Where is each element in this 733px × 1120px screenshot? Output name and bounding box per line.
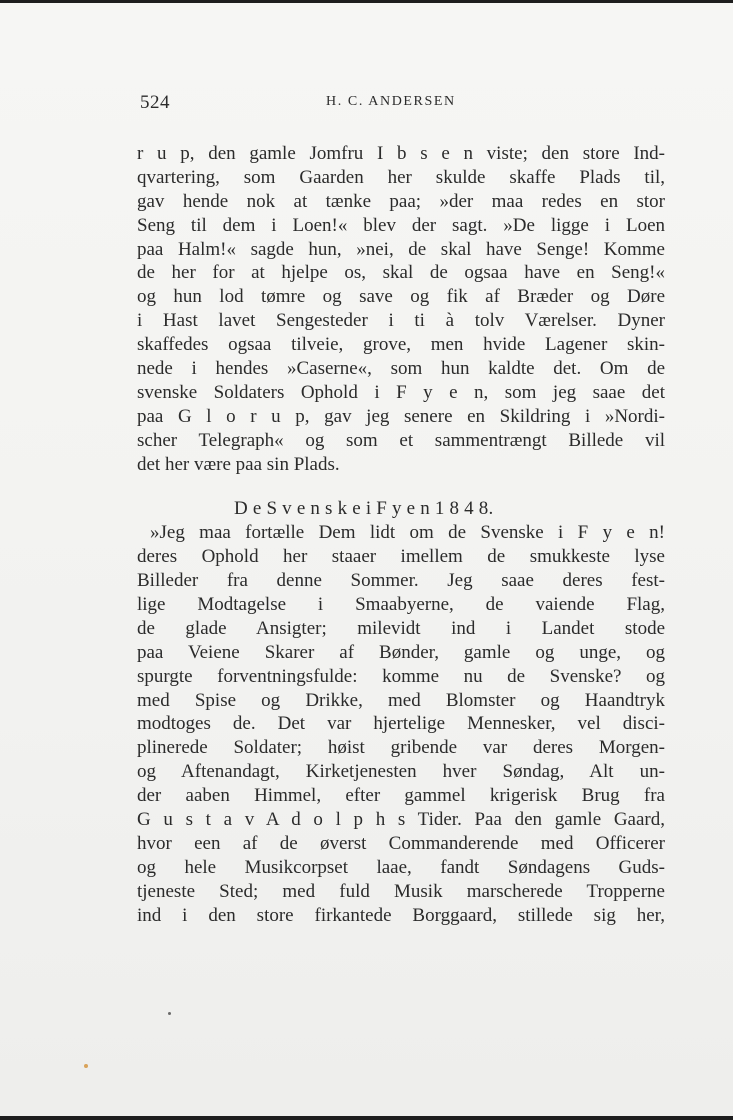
- text-line: de her for at hjelpe os, skal de ogsaa have en Seng!«: [137, 262, 665, 284]
- section-spacer: [137, 476, 665, 497]
- page-bottom-edge: [0, 1116, 733, 1120]
- text-line: paa Halm!« sagde hun, »nei, de skal have Senge! Komme: [137, 238, 665, 260]
- paragraph-2: [137, 521, 665, 927]
- text-line: tjeneste Sted; med fuld Musik marscherede Tropperne: [137, 880, 665, 902]
- text-line: lige Modtagelse i Smaabyerne, de vaiende Flag,: [137, 594, 665, 616]
- page-top-edge: [0, 0, 733, 3]
- stain-mark: [84, 1064, 88, 1068]
- page-header: [140, 92, 665, 116]
- speck-mark: [168, 1012, 171, 1015]
- text-line: plinerede Soldater; høist gribende var deres Morgen-: [137, 737, 665, 759]
- text-line: skaffedes ogsaa tilveie, grove, men hvide Lagener skin-: [137, 334, 665, 356]
- text-line: gav hende nok at tænke paa; »der maa redes en stor: [137, 190, 665, 212]
- text-line: det her være paa sin Plads.: [137, 453, 340, 475]
- text-line: deres Ophold her staaer imellem de smukkeste lyse: [137, 546, 665, 568]
- text-line: Seng til dem i Loen!« blev der sagt. »De ligge i Loen: [137, 214, 665, 236]
- text-line: i Hast lavet Sengesteder i ti à tolv Værelser. Dyner: [137, 310, 665, 332]
- text-line: qvartering, som Gaarden her skulde skaffe Plads til,: [137, 166, 665, 188]
- text-line: paa G l o r u p, gav jeg senere en Skildring i »Nordi-: [137, 405, 665, 427]
- running-head: H. C. ANDERSEN: [326, 94, 456, 109]
- text-line: scher Telegraph« og som et sammentrængt Billede vil: [137, 429, 665, 451]
- text-line: og Aftenandagt, Kirketjenesten hver Søndag, Alt un-: [137, 761, 665, 783]
- text-line: og hele Musikcorpset laae, fandt Søndagens Guds-: [137, 856, 665, 878]
- text-line: modtoges de. Det var hjertelige Mennesker, vel disci-: [137, 713, 665, 735]
- text-line: r u p, den gamle Jomfru I b s e n viste; den store Ind-: [137, 143, 665, 164]
- text-line: der aaben Himmel, efter gammel krigerisk Brug fra: [137, 785, 665, 807]
- text-line: paa Veiene Skarer af Bønder, gamle og unge, og: [137, 641, 665, 663]
- text-line: »Jeg maa fortælle Dem lidt om de Svenske i F y e n!: [150, 522, 665, 544]
- text-line: med Spise og Drikke, med Blomster og Haandtryk: [137, 689, 665, 711]
- text-line: Billeder fra denne Sommer. Jeg saae deres fest-: [137, 570, 665, 592]
- page-number: 524: [140, 92, 170, 113]
- text-line: nede i hendes »Caserne«, som hun kaldte det. Om de: [137, 358, 665, 380]
- text-line: og hun lod tømre og save og fik af Bræder og Døre: [137, 286, 665, 308]
- text-line: hvor een af de øverst Commanderende med Officerer: [137, 832, 665, 854]
- section-title: D e S v e n s k e i F y e n 1 8 4 8.: [234, 498, 494, 520]
- text-line: svenske Soldaters Ophold i F y e n, som jeg saae det: [137, 381, 665, 403]
- paragraph-1: [137, 142, 665, 476]
- text-line: de glade Ansigter; milevidt ind i Landet stode: [137, 617, 665, 639]
- text-line: ind i den store firkantede Borggaard, stillede sig her,: [137, 904, 665, 926]
- text-line: G u s t a v A d o l p h s Tider. Paa den gamle Gaard,: [137, 809, 665, 831]
- text-line: spurgte forventningsfulde: komme nu de Svenske? og: [137, 665, 665, 687]
- body-text: [137, 142, 665, 928]
